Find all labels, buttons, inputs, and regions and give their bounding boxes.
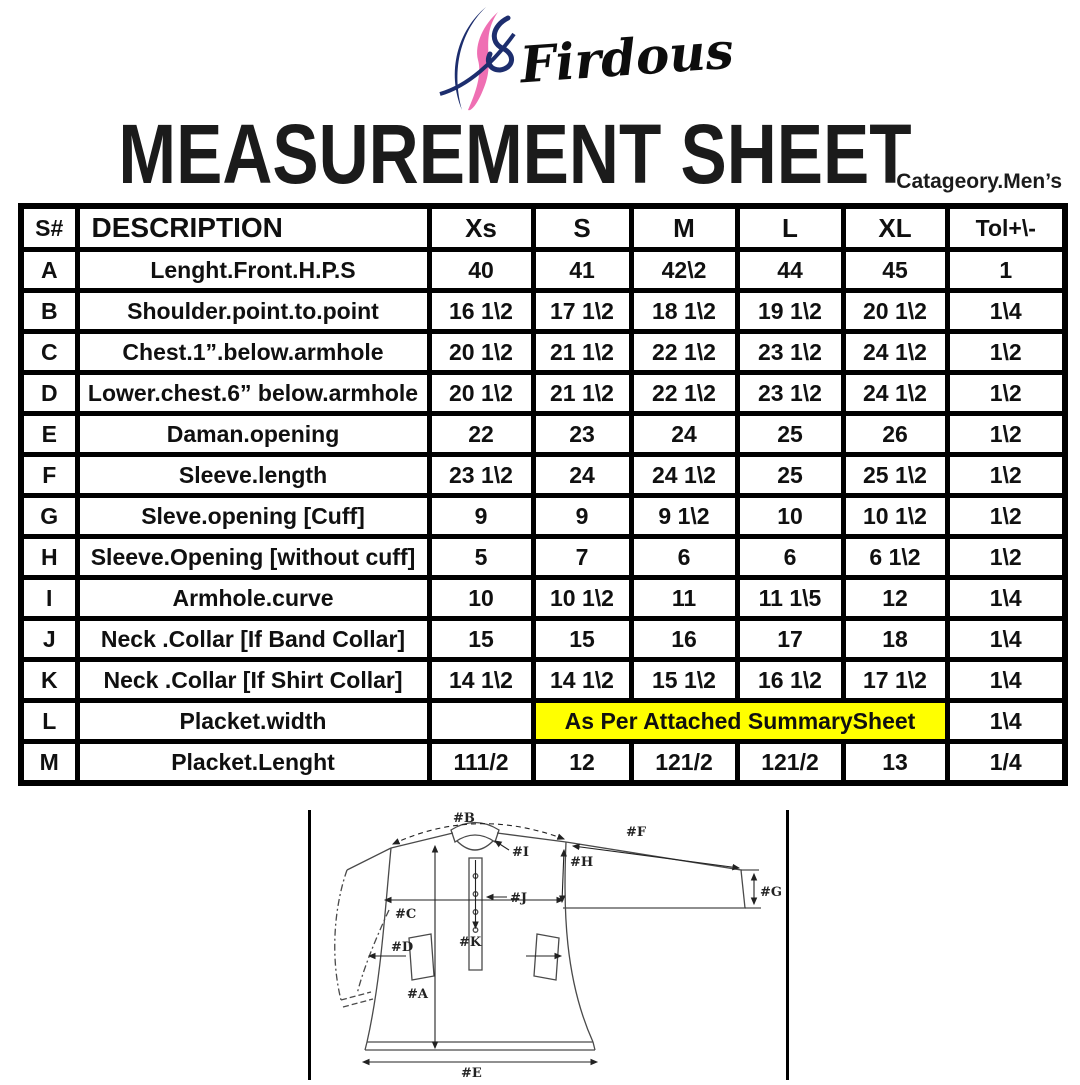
cell-description: Lower.chest.6” below.armhole <box>77 373 429 414</box>
cell-value: 24 1\2 <box>843 332 947 373</box>
cell-value: 41 <box>533 250 631 291</box>
cell-value: 20 1\2 <box>429 373 533 414</box>
cell-value: 16 1\2 <box>429 291 533 332</box>
cell-value: 22 <box>429 414 533 455</box>
cell-value: 12 <box>843 578 947 619</box>
cell-value: 19 1\2 <box>737 291 843 332</box>
cell-description: Chest.1”.below.armhole <box>77 332 429 373</box>
col-header: S <box>533 206 631 250</box>
cell-serial: C <box>21 332 77 373</box>
table-body <box>21 250 1065 784</box>
brand-logo <box>428 4 736 120</box>
cell-tolerance: 1\4 <box>947 619 1065 660</box>
label-H: #H <box>570 855 594 870</box>
label-G: #G <box>760 885 782 900</box>
kurta-outline <box>335 823 745 1051</box>
measurement-table <box>18 203 1068 786</box>
col-header: S# <box>21 206 77 250</box>
cell-value: 111/2 <box>429 742 533 784</box>
cell-value: 13 <box>843 742 947 784</box>
cell-serial: E <box>21 414 77 455</box>
cell-tolerance: 1\4 <box>947 701 1065 742</box>
cell-value: 9 <box>533 496 631 537</box>
cell-value: 11 <box>631 578 737 619</box>
cell-value: 12 <box>533 742 631 784</box>
cell-value: 25 <box>737 414 843 455</box>
label-F: #F <box>626 825 647 840</box>
table-row <box>21 414 1065 455</box>
cell-value <box>429 701 533 742</box>
table-row <box>21 250 1065 291</box>
cell-description: Sleeve.length <box>77 455 429 496</box>
cell-value: 22 1\2 <box>631 332 737 373</box>
cell-tolerance: 1\2 <box>947 373 1065 414</box>
cell-value: 14 1\2 <box>533 660 631 701</box>
label-K: #K <box>459 935 482 950</box>
cell-value: 23 1\2 <box>737 373 843 414</box>
cell-value: 10 <box>429 578 533 619</box>
cell-value: 6 <box>737 537 843 578</box>
cell-value: 25 1\2 <box>843 455 947 496</box>
cell-value: 17 <box>737 619 843 660</box>
cell-value: 17 1\2 <box>533 291 631 332</box>
cell-value: 24 <box>533 455 631 496</box>
page-title: MEASUREMENT SHEET <box>118 107 912 202</box>
cell-value: 9 <box>429 496 533 537</box>
cell-merged-note: As Per Attached SummarySheet <box>533 701 947 742</box>
cell-value: 10 <box>737 496 843 537</box>
col-header: M <box>631 206 737 250</box>
cell-value: 26 <box>843 414 947 455</box>
cell-value: 23 <box>533 414 631 455</box>
cell-value: 9 1\2 <box>631 496 737 537</box>
cell-value: 24 1\2 <box>843 373 947 414</box>
cell-value: 25 <box>737 455 843 496</box>
col-header: L <box>737 206 843 250</box>
cell-tolerance: 1\4 <box>947 578 1065 619</box>
cell-tolerance: 1 <box>947 250 1065 291</box>
cell-serial: B <box>21 291 77 332</box>
cell-description: Neck .Collar [If Shirt Collar] <box>77 660 429 701</box>
table-row <box>21 373 1065 414</box>
col-header: Tol+\- <box>947 206 1065 250</box>
label-A: #A <box>407 987 428 1002</box>
cell-value: 10 1\2 <box>843 496 947 537</box>
category-label: Catageory.Men’s <box>896 170 1062 193</box>
cell-tolerance: 1\2 <box>947 332 1065 373</box>
cell-value: 5 <box>429 537 533 578</box>
cell-tolerance: 1\2 <box>947 414 1065 455</box>
kurta-sketch <box>311 810 786 1080</box>
label-D: #D <box>391 940 414 955</box>
cell-serial: A <box>21 250 77 291</box>
cell-value: 22 1\2 <box>631 373 737 414</box>
cell-value: 24 1\2 <box>631 455 737 496</box>
logo-monogram-icon <box>428 4 528 120</box>
table-row <box>21 660 1065 701</box>
diagram-right-border <box>786 810 789 1080</box>
cell-value: 40 <box>429 250 533 291</box>
cell-description: Armhole.curve <box>77 578 429 619</box>
cell-value: 23 1\2 <box>429 455 533 496</box>
cell-serial: D <box>21 373 77 414</box>
cell-tolerance: 1\2 <box>947 455 1065 496</box>
table-row <box>21 701 1065 742</box>
table-row <box>21 291 1065 332</box>
cell-serial: L <box>21 701 77 742</box>
cell-value: 16 <box>631 619 737 660</box>
table-row <box>21 332 1065 373</box>
cell-value: 18 <box>843 619 947 660</box>
cell-serial: G <box>21 496 77 537</box>
cell-value: 21 1\2 <box>533 332 631 373</box>
table-row <box>21 455 1065 496</box>
cell-value: 11 1\5 <box>737 578 843 619</box>
cell-serial: I <box>21 578 77 619</box>
cell-value: 14 1\2 <box>429 660 533 701</box>
cell-value: 15 <box>533 619 631 660</box>
table-row <box>21 742 1065 784</box>
label-C: #C <box>395 907 417 922</box>
cell-value: 15 <box>429 619 533 660</box>
cell-value: 16 1\2 <box>737 660 843 701</box>
table-row <box>21 537 1065 578</box>
cell-value: 15 1\2 <box>631 660 737 701</box>
cell-value: 6 1\2 <box>843 537 947 578</box>
cell-description: Neck .Collar [If Band Collar] <box>77 619 429 660</box>
cell-value: 44 <box>737 250 843 291</box>
cell-value: 18 1\2 <box>631 291 737 332</box>
cell-value: 121/2 <box>737 742 843 784</box>
cell-value: 10 1\2 <box>533 578 631 619</box>
cell-description: Lenght.Front.H.P.S <box>77 250 429 291</box>
cell-serial: J <box>21 619 77 660</box>
table-header <box>21 206 1065 250</box>
table-header-row <box>21 206 1065 250</box>
cell-value: 17 1\2 <box>843 660 947 701</box>
cell-tolerance: 1\2 <box>947 496 1065 537</box>
cell-description: Sleeve.Opening [without cuff] <box>77 537 429 578</box>
cell-tolerance: 1/4 <box>947 742 1065 784</box>
cell-serial: H <box>21 537 77 578</box>
cell-value: 21 1\2 <box>533 373 631 414</box>
cell-tolerance: 1\4 <box>947 291 1065 332</box>
table-row <box>21 578 1065 619</box>
garment-diagram <box>311 810 786 1080</box>
cell-value: 6 <box>631 537 737 578</box>
cell-value: 7 <box>533 537 631 578</box>
kurta-measure-lines <box>363 824 761 1062</box>
cell-serial: F <box>21 455 77 496</box>
cell-value: 42\2 <box>631 250 737 291</box>
label-I: #I <box>512 845 529 860</box>
col-header: DESCRIPTION <box>77 206 429 250</box>
cell-description: Daman.opening <box>77 414 429 455</box>
label-J: #J <box>510 891 528 906</box>
cell-description: Sleve.opening [Cuff] <box>77 496 429 537</box>
cell-description: Shoulder.point.to.point <box>77 291 429 332</box>
cell-value: 121/2 <box>631 742 737 784</box>
table-row <box>21 619 1065 660</box>
col-header: XL <box>843 206 947 250</box>
col-header: Xs <box>429 206 533 250</box>
cell-serial: K <box>21 660 77 701</box>
cell-value: 23 1\2 <box>737 332 843 373</box>
cell-description: Placket.width <box>77 701 429 742</box>
cell-description: Placket.Lenght <box>77 742 429 784</box>
cell-serial: M <box>21 742 77 784</box>
brand-name: Firdous <box>518 20 736 95</box>
cell-value: 20 1\2 <box>843 291 947 332</box>
cell-value: 24 <box>631 414 737 455</box>
table-row <box>21 496 1065 537</box>
label-E: #E <box>461 1066 482 1080</box>
cell-value: 20 1\2 <box>429 332 533 373</box>
cell-tolerance: 1\4 <box>947 660 1065 701</box>
label-B: #B <box>453 811 475 826</box>
cell-value: 45 <box>843 250 947 291</box>
cell-tolerance: 1\2 <box>947 537 1065 578</box>
